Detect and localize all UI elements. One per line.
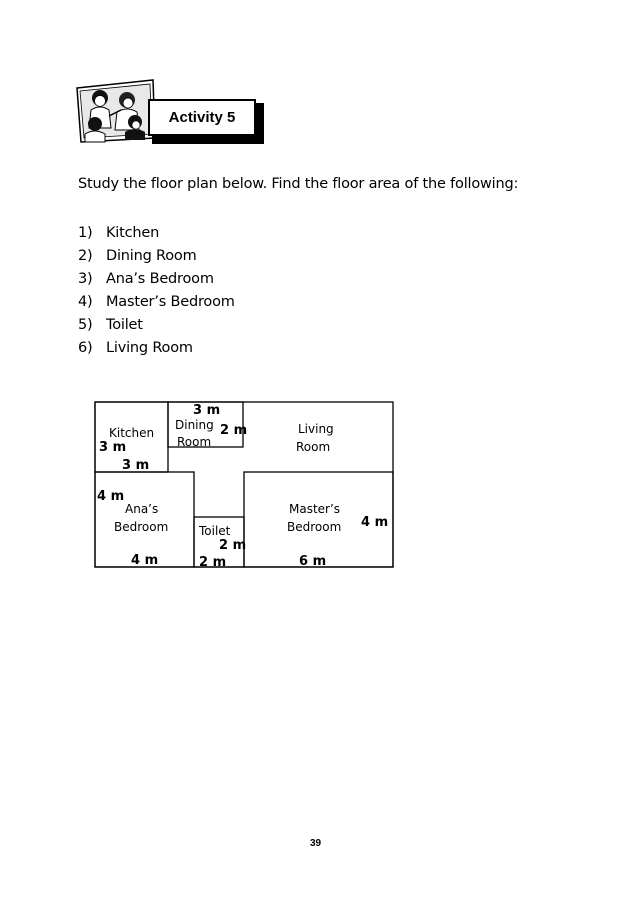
ana-label-line1: Ana’s — [125, 502, 159, 516]
dining-height-label: 2 m — [220, 423, 248, 438]
question-text: Toilet — [106, 317, 143, 333]
living-label-line1: Living — [298, 422, 334, 436]
page-number: 39 — [310, 838, 322, 849]
question-item — [78, 245, 235, 268]
dining-label-line2: Room — [177, 435, 212, 449]
question-number: 5) — [78, 317, 93, 333]
master-height-label: 4 m — [361, 515, 389, 530]
question-number: 1) — [78, 225, 93, 241]
toilet-height-label: 2 m — [219, 538, 247, 553]
ana-label-line2: Bedroom — [114, 520, 169, 534]
question-item — [78, 314, 235, 337]
master-width-label: 6 m — [299, 554, 327, 569]
question-item — [78, 291, 235, 314]
question-number: 4) — [78, 294, 93, 310]
question-number: 3) — [78, 271, 93, 287]
dining-label-line1: Dining — [175, 418, 214, 432]
master-label-line2: Bedroom — [287, 520, 342, 534]
question-number: 6) — [78, 340, 93, 356]
question-text: Dining Room — [106, 248, 197, 264]
living-label-line2: Room — [296, 440, 331, 454]
children-group-clipart-icon — [75, 76, 157, 146]
question-item — [78, 222, 235, 245]
question-list — [78, 222, 235, 360]
ana-height-label: 4 m — [97, 489, 125, 504]
master-label-line1: Master’s — [289, 502, 341, 516]
kitchen-label: Kitchen — [109, 426, 155, 440]
question-text: Living Room — [106, 340, 193, 356]
kitchen-height-label: 3 m — [99, 440, 127, 455]
question-text: Kitchen — [106, 225, 160, 241]
dining-width-label: 3 m — [193, 403, 221, 418]
ana-width-label: 4 m — [131, 553, 159, 568]
toilet-label: Toilet — [199, 524, 231, 538]
kitchen-width-label: 3 m — [122, 458, 150, 473]
toilet-width-label: 2 m — [199, 555, 227, 570]
floor-plan — [93, 400, 396, 570]
question-text: Master’s Bedroom — [106, 294, 235, 310]
question-item — [78, 337, 235, 360]
question-item — [78, 268, 235, 291]
instruction-text: Study the floor plan below. Find the floor area of the following: — [78, 176, 519, 192]
question-text: Ana’s Bedroom — [106, 271, 214, 287]
activity-title: Activity 5 — [148, 99, 256, 136]
question-number: 2) — [78, 248, 93, 264]
